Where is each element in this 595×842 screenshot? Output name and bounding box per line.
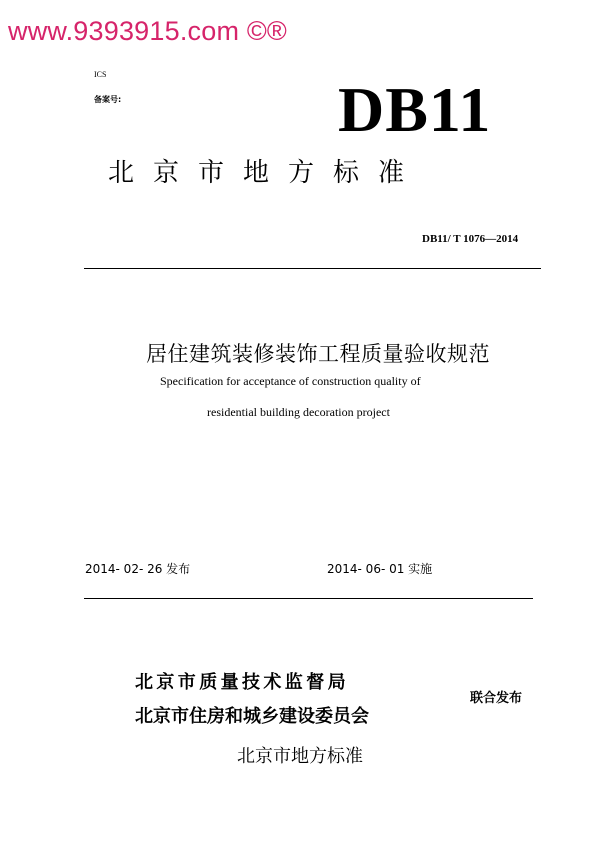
standard-logo: DB11 [338, 74, 492, 145]
joint-issue-label: 联合发布 [470, 691, 523, 706]
publish-date: 2014- 02- 26 发布 [85, 562, 191, 576]
document-title-en-line2: residential building decoration project [207, 405, 390, 419]
ics-label: ICS [94, 70, 107, 79]
issuer-quality-bureau: 北京市质量技术监督局 [135, 672, 349, 693]
standard-type-heading: 北京市地方标准 [108, 158, 424, 188]
bottom-divider [84, 598, 533, 599]
top-divider [84, 268, 541, 269]
watermark-text: www.9393915.com ©® [8, 16, 288, 46]
footer-standard-type: 北京市地方标准 [237, 746, 363, 767]
document-title-cn: 居住建筑装修装饰工程质量验收规范 [146, 342, 490, 366]
issuer-housing-commission: 北京市住房和城乡建设委员会 [135, 706, 369, 727]
standard-number: DB11/ T 1076—2014 [422, 233, 519, 245]
implementation-date: 2014- 06- 01 实施 [327, 562, 433, 576]
record-number-label: 备案号: [94, 95, 122, 104]
document-title-en-line1: Specification for acceptance of construction quality of [160, 374, 421, 388]
